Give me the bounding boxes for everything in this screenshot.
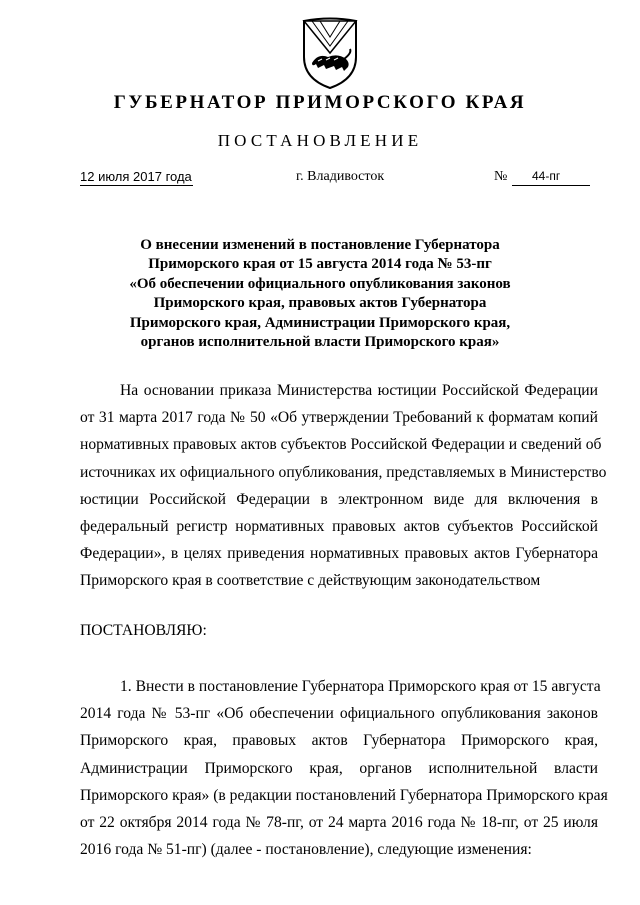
preamble-line: нормативных правовых актов субъектов Российской Федерации и сведений об — [80, 436, 602, 454]
subject-line: «Об обеспечении официального опубликования законов — [129, 275, 511, 292]
item-line: от 22 октября 2014 года № 78-пг, от 24 марта 2016 года № 18-пг, от 25 июля — [80, 813, 598, 831]
subject-line: Приморского края от 15 августа 2014 года № 53-пг — [148, 256, 492, 273]
item-line: 1. Внести в постановление Губернатора Приморского края от 15 августа — [120, 678, 601, 695]
subject-line: Приморского края, правовых актов Губернатора — [153, 295, 487, 312]
item-line: 2016 года № 51-пг) (далее - постановление), следующие изменения: — [80, 841, 532, 859]
governor-title: ГУБЕРНАТОР ПРИМОРСКОГО КРАЯ — [113, 92, 527, 113]
document-city: г. Владивосток — [296, 169, 385, 184]
item-1-paragraph — [80, 673, 608, 863]
preamble-line: юстиции Российской Федерации в электронном виде для включения в — [80, 490, 598, 508]
document-subject — [80, 236, 560, 352]
resolve-heading: ПОСТАНОВЛЯЮ: — [80, 622, 207, 639]
document-type: ПОСТАНОВЛЕНИЕ — [217, 131, 423, 150]
preamble-line: Приморского края в соответствие с действующим законодательством — [80, 572, 541, 590]
number-sign: № — [494, 169, 508, 184]
preamble-line: Федерации», в целях приведения нормативных правовых актов Губернатора — [80, 545, 598, 563]
preamble-line: от 31 марта 2017 года № 50 «Об утверждении Требований к форматам копий — [80, 409, 598, 427]
document-number: 44-пг — [512, 168, 590, 186]
subject-line: органов исполнительной власти Приморского края» — [140, 334, 500, 351]
coat-of-arms-icon — [298, 13, 362, 91]
item-line: Приморского края» (в редакции постановлений Губернатора Приморского края — [80, 786, 608, 804]
subject-line: Приморского края, Администрации Приморского края, — [129, 314, 511, 331]
document-date: 12 июля 2017 года — [80, 169, 192, 184]
item-line: Администрации Приморского края, органов исполнительной власти — [80, 759, 598, 777]
preamble-paragraph — [80, 377, 607, 595]
preamble-line: На основании приказа Министерства юстиции Российской Федерации — [120, 382, 598, 399]
subject-line: О внесении изменений в постановление Губернатора — [140, 237, 500, 253]
preamble-line: источниках их официального опубликования, представляемых в Министерство — [80, 463, 607, 481]
preamble-line: федеральный регистр нормативных правовых актов субъектов Российской — [80, 517, 598, 535]
item-line: Приморского края, правовых актов Губернатора Приморского края, — [80, 732, 598, 750]
item-line: 2014 года № 53-пг «Об обеспечении официального опубликования законов — [80, 705, 598, 723]
document-meta-row — [0, 168, 640, 188]
